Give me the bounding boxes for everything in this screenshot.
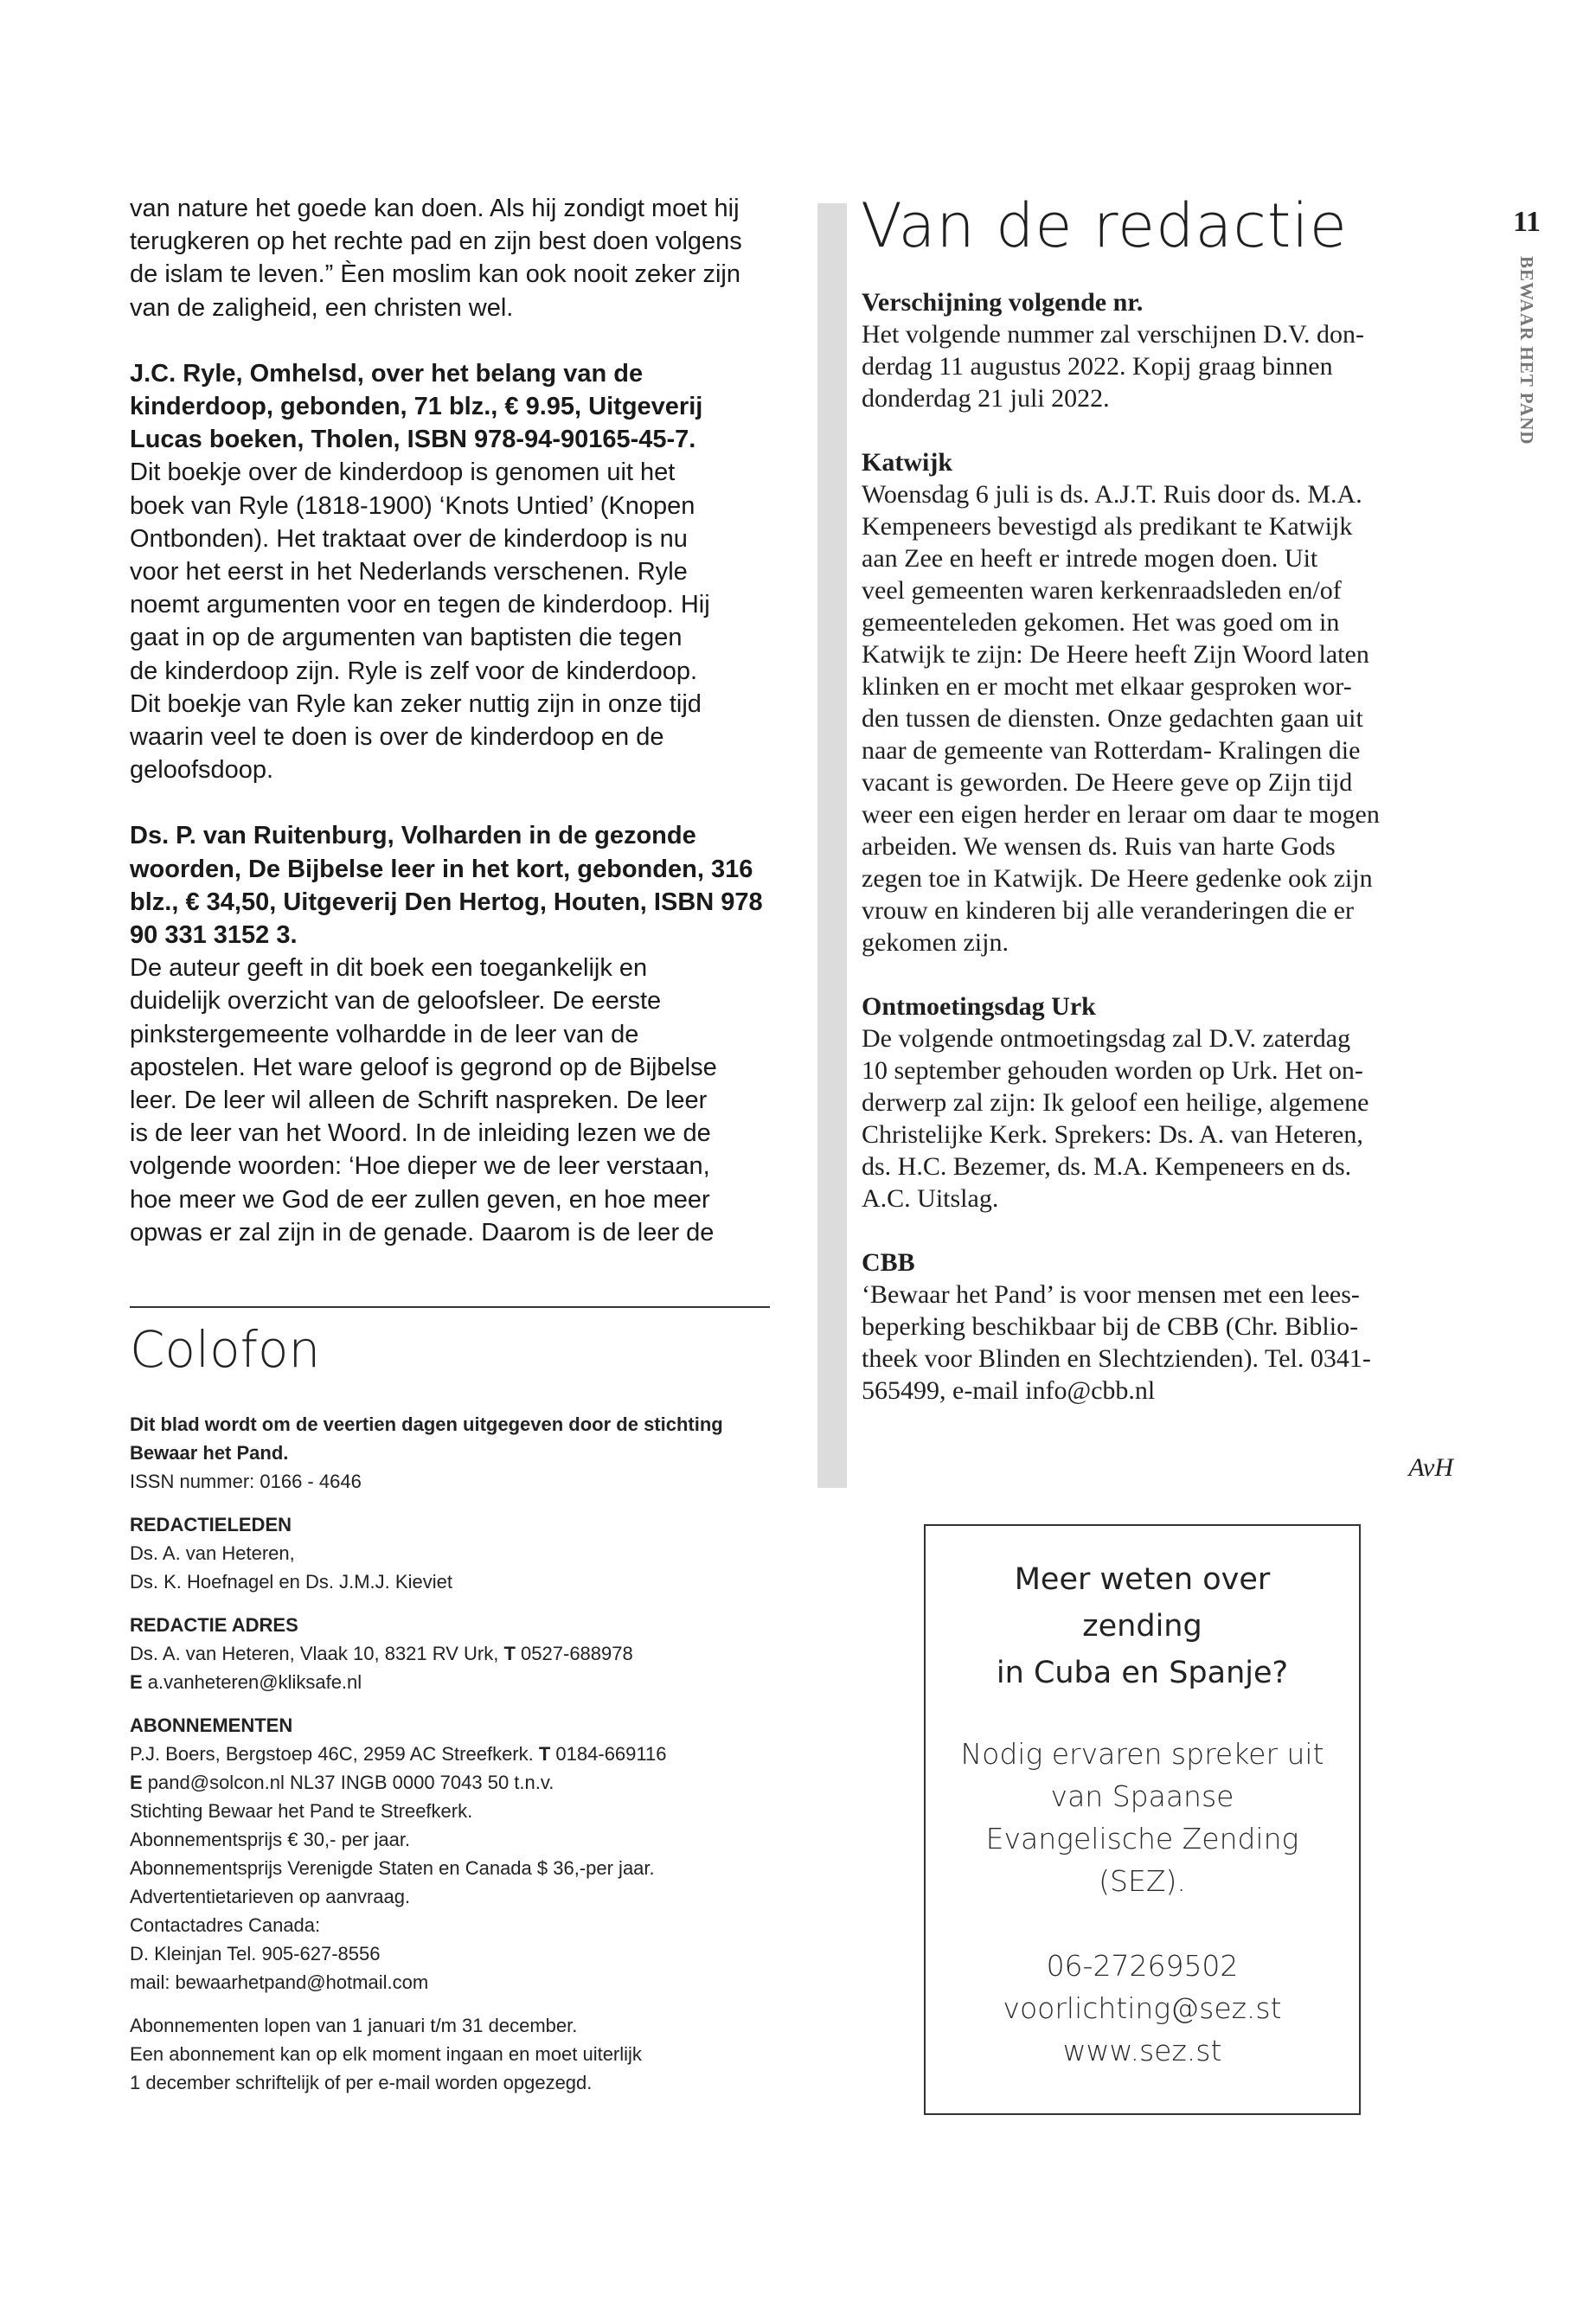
colofon-footer: Abonnementen lopen van 1 januari t/m 31 december. Een abonnement kan op elk moment ingaan en moet uiterlijk 1 december schriftelijk of per e-mail worden opgezegd.: [130, 2015, 642, 2093]
section-cbb: [862, 1247, 1458, 1407]
colofon-title: Colofon: [130, 1320, 321, 1379]
colofon-abonnementen: ABONNEMENTEN P.J. Boers, Bergstoep 46C, 2959 AC Streefkerk. T 0184-669116 E pand@solcon.nl NL37 INGB 0000 7043 50 t.n.v. Stichting Bewaar het Pand te Streefkerk. Abonnementsprijs € 30,- per jaar. Abonnementsprijs Verenigde Staten en Canada $ 36,-per jaar. Advertentietarieven op aanvraag. Contactadres Canada: D. Kleinjan Tel. 905-627-8556 mail: bewaarhetpand@hotmail.com: [130, 1715, 667, 1993]
section-verschijning: [862, 286, 1458, 414]
colofon-redactie-adres: REDACTIE ADRES Ds. A. van Heteren, Vlaak 10, 8321 RV Urk, T 0527-688978 E a.vanheteren@kliksafe.nl: [130, 1614, 633, 1693]
book-review-column: [130, 192, 780, 1282]
section-body: ‘Bewaar het Pand’ is voor mensen met een lees- beperking beschikbaar bij de CBB (Chr. Biblio- theek voor Blinden en Slechtzienden). Tel. 0341- 565499, e-mail info@cbb.nl: [862, 1280, 1371, 1405]
issn-number: ISSN nummer: 0166 - 4646: [130, 1471, 362, 1492]
review-heading: Ds. P. van Ruitenburg, Volharden in de gezonde woorden, De Bijbelse leer in het kort, gebonden, 316 blz., € 34,50, Uitgeverij Den Hertog, Houten, ISBN 978 90 331 3152 3.: [130, 822, 763, 950]
ad-body: Nodig ervaren spreker uit van Spaanse Evangelische Zending (SEZ).: [960, 1737, 1324, 1898]
column-accent-bar: [817, 203, 847, 1488]
section-katwijk: [862, 446, 1458, 958]
section-body: Woensdag 6 juli is ds. A.J.T. Ruis door ds. M.A. Kempeneers bevestigd als predikant te Katwijk aan Zee en heeft er intrede mogen doen. Uit veel gemeenten waren kerkenraadsleden en/of gemeenteleden gekomen. Het was goed om in Katwijk te zijn: De Heere heeft Zijn Woord laten klinken en er mocht met elkaar gesproken wor- den tussen de diensten. Onze gedachten gaan uit naar de gemeente van Rotterdam- Kralingen die vacant is geworden. De Heere geve op Zijn tijd weer een eigen herder en leraar om daar te mogen arbeiden. We wensen ds. Ruis van harte Gods zegen toe in Katwijk. De Heere gedenke ook zijn vrouw en kinderen bij alle veranderingen die er gekomen zijn.: [862, 480, 1380, 957]
section-ontmoetingsdag: [862, 990, 1458, 1215]
redactie-email-link[interactable]: a.vanheteren@kliksafe.nl: [142, 1671, 362, 1693]
running-head-text: BEWAAR HET PAND: [1516, 256, 1537, 445]
colofon-divider: [130, 1306, 770, 1308]
review-heading: J.C. Ryle, Omhelsd, over het belang van de kinderdoop, gebonden, 71 blz., € 9.95, Uitgeverij Lucas boeken, Tholen, ISBN 978-94-90165-45-7.: [130, 359, 703, 454]
page-number: 11: [1512, 206, 1542, 238]
redactie-column: [862, 286, 1458, 1439]
colofon-redactieleden: REDACTIELEDEN Ds. A. van Heteren, Ds. K. Hoefnagel en Ds. J.M.J. Kieviet: [130, 1514, 452, 1593]
ad-website-link[interactable]: www.sez.st: [1062, 2034, 1222, 2067]
ad-contact: [926, 1945, 1359, 2072]
section-body: Het volgende nummer zal verschijnen D.V. don- derdag 11 augustus 2022. Kopij graag binnen donderdag 21 juli 2022.: [862, 320, 1364, 413]
ad-phone: 06-27269502: [1046, 1949, 1239, 1983]
section-heading: CBB: [862, 1248, 915, 1277]
review-ryle: J.C. Ryle, Omhelsd, over het belang van de kinderdoop, gebonden, 71 blz., € 9.95, Uitgeverij Lucas boeken, Tholen, ISBN 978-94-90165-45-7. Dit boekje over de kinderdoop is genomen uit het boek van Ryle (1818-1900) ‘Knots Untied’ (Knopen Ontbonden). Het traktaat over de kinderdoop is nu voor het eerst in het Nederlands verschenen. Ryle noemt argumenten voor en tegen de kinderdoop. Hij gaat in op de argumenten van baptisten die tegen de kinderdoop zijn. Ryle is zelf voor de kinderdoop. Dit boekje van Ryle kan zeker nuttig zijn in onze tijd waarin veel te doen is over de kinderdoop en de geloofsdoop.: [130, 359, 710, 785]
section-heading: Verschijning volgende nr.: [862, 288, 1144, 317]
intro-paragraph: van nature het goede kan doen. Als hij zondigt moet hij terugkeren op het rechte pad en zijn best doen volgens de islam te leven.” Èen moslim kan ook nooit zeker zijn van de zaligheid, een christen wel.: [130, 195, 742, 322]
section-body: De volgende ontmoetingsdag zal D.V. zaterdag 10 september gehouden worden op Urk. Het on- derwerp zal zijn: Ik geloof een heilige, algemene Christelijke Kerk. Sprekers: Ds. A. van Heteren, ds. H.C. Bezemer, ds. M.A. Kempeneers en ds. A.C. Uitslag.: [862, 1024, 1369, 1213]
colofon-intro: Dit blad wordt om de veertien dagen uitgegeven door de stichting Bewaar het Pand. ISSN nummer: 0166 - 4646: [130, 1413, 723, 1492]
redactie-title: Van de redactie: [861, 190, 1348, 261]
ad-heading: Meer weten over zending in Cuba en Spanje?: [996, 1562, 1289, 1690]
editor-signature: AvH: [1408, 1453, 1453, 1482]
review-ruitenburg: Ds. P. van Ruitenburg, Volharden in de gezonde woorden, De Bijbelse leer in het kort, gebonden, 316 blz., € 34,50, Uitgeverij Den Hertog, Houten, ISBN 978 90 331 3152 3. De auteur geeft in dit boek een toegankelijk en duidelijk overzicht van de geloofsleer. De eerste pinkstergemeente volhardde in de leer van de apostelen. Het ware geloof is gegrond op de Bijbelse leer. De leer wil alleen de Schrift naspreken. De leer is de leer van het Woord. In de inleiding lezen we de volgende woorden: ‘Hoe dieper we de leer verstaan, hoe meer we God de eer zullen geven, en hoe meer opwas er zal zijn in de genade. Daarom is de leer de: [130, 822, 763, 1247]
colofon-body: [130, 1410, 787, 2112]
section-heading: Ontmoetingsdag Urk: [862, 992, 1096, 1021]
section-heading: Katwijk: [862, 448, 952, 477]
running-head: [1501, 256, 1553, 481]
sez-advertisement: [924, 1524, 1361, 2115]
ad-email-link[interactable]: voorlichting@sez.st: [1003, 1991, 1282, 2025]
